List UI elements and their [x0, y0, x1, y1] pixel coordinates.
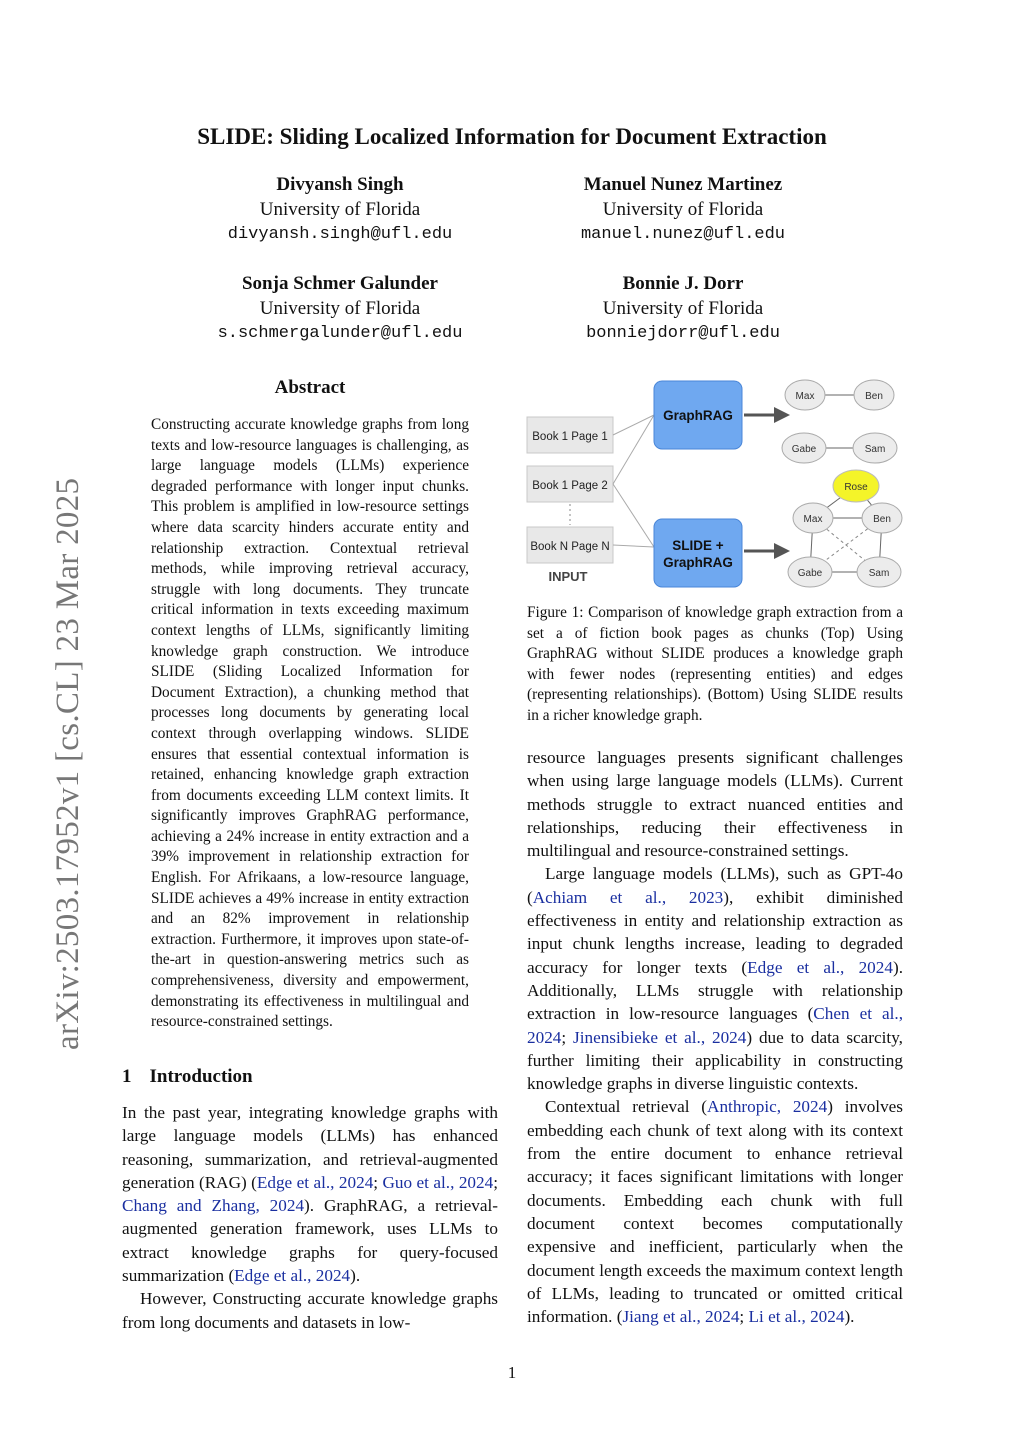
text-run: ) involves embedding each chunk of text along with its context from the entire document to enhance retrieval accuracy; it faces significant limitations with longer documents. Embedding each chunk with full document context becomes computationally expensive and inefficient, particularly when the document length exceeds the maximum context length of LLMs, leading to truncated or omitted critical information. (	[527, 1097, 903, 1327]
text-run: ;	[493, 1172, 498, 1192]
paragraph: resource languages presents significant challenges when using large language models (LLMs). Current methods struggle to extract nuanced entities and relationships, reducing their effectiveness in multilingual and resource-constrained settings.	[527, 748, 903, 861]
text-run: ). GraphRAG, a retrieval-augmented generation framework, uses LLMs to extract knowledge graphs for query-focused summarization (	[122, 1196, 498, 1286]
author-email[interactable]: s.schmergalunder@ufl.edu	[217, 324, 463, 343]
node-label: Gabe	[797, 568, 823, 579]
node-label: Max	[795, 391, 815, 402]
figure-caption: Figure 1: Comparison of knowledge graph extraction from a set a of fiction book pages as chunks (Top) Using GraphRAG without SLIDE produces a knowledge graph with fewer nodes (representing entities) and edges (representing relationships). (Bottom) Using SLIDE results in a richer knowledge graph.	[527, 604, 903, 724]
paper-title: SLIDE: Sliding Localized Information for Document Extraction	[197, 124, 827, 149]
author-affiliation: University of Florida	[259, 199, 421, 220]
paragraph	[527, 1095, 903, 1328]
node-label: Gabe	[791, 444, 817, 455]
citation-link[interactable]: Chen et al., 2024	[527, 1004, 903, 1047]
author-email[interactable]: manuel.nunez@ufl.edu	[580, 225, 786, 244]
paragraph	[122, 1101, 498, 1287]
text-run: ), exhibit diminished effectiveness in entity and relationship extraction as input chunk lengths increase, leading to degraded accuracy for longer texts (	[527, 887, 903, 977]
section-title: Introduction	[149, 1066, 253, 1087]
text-run: ;	[739, 1307, 749, 1327]
page-label: Book N Page N	[530, 541, 610, 553]
author-email[interactable]: divyansh.singh@ufl.edu	[227, 225, 453, 244]
author-block	[190, 172, 490, 247]
arxiv-identifier[interactable]: arXiv:2503.17952v1 [cs.CL] 23 Mar 2025	[50, 477, 86, 1050]
text-run: ).	[844, 1307, 855, 1327]
node-label: Sam	[868, 568, 890, 579]
arrow-head	[774, 543, 790, 559]
section-heading	[122, 1066, 271, 1088]
node-label: Ben	[873, 514, 891, 525]
connector	[613, 484, 654, 547]
text-run: ;	[561, 1027, 574, 1047]
text-run: ) due to data scarcity, further limiting their applicability in constructing knowledge graphs in diverse linguistic contexts.	[527, 1027, 903, 1094]
input-label: INPUT	[548, 569, 588, 584]
citation-link[interactable]: Edge et al., 2024	[747, 957, 893, 977]
left-column	[122, 1101, 498, 1334]
figure-1-diagram	[522, 375, 908, 590]
page-label: Book 1 Page 1	[532, 431, 608, 443]
node-label: Ben	[865, 391, 883, 402]
connector	[613, 545, 654, 547]
citation-link[interactable]: Jiang et al., 2024	[622, 1307, 740, 1327]
text-run: ).	[350, 1266, 361, 1286]
author-affiliation: University of Florida	[259, 298, 421, 319]
citation-link[interactable]: Edge et al., 2024	[256, 1172, 374, 1192]
abstract-heading: Abstract	[274, 377, 346, 398]
author-name: Manuel Nunez Martinez	[583, 174, 783, 195]
text-run: ). Additionally, LLMs struggle with relationship extraction in low-resource languages (	[527, 957, 903, 1024]
node-label: Rose	[844, 482, 868, 493]
slide-graphrag-box	[654, 519, 742, 587]
citation-link[interactable]: Edge et al., 2024	[234, 1266, 351, 1286]
page-number: 1	[507, 1363, 517, 1382]
node-label: Max	[803, 514, 823, 525]
citation-link[interactable]: Jinensibieke et al., 2024	[573, 1027, 747, 1047]
author-email[interactable]: bonniejdorr@ufl.edu	[586, 324, 780, 343]
author-name: Bonnie J. Dorr	[622, 273, 744, 294]
text-run: Contextual retrieval (	[545, 1097, 708, 1117]
citation-link[interactable]: Achiam et al., 2023	[532, 887, 724, 907]
author-affiliation: University of Florida	[602, 298, 764, 319]
right-column	[527, 746, 903, 1328]
slide-graphrag-label: SLIDE +	[672, 538, 724, 553]
node-label: Sam	[864, 444, 886, 455]
text-run: ;	[373, 1172, 383, 1192]
citation-link[interactable]: Li et al., 2024	[748, 1307, 845, 1327]
citation-link[interactable]: Anthropic, 2024	[707, 1097, 828, 1117]
author-affiliation: University of Florida	[602, 199, 764, 220]
paragraph	[527, 862, 903, 1095]
text-run: Large language models (LLMs), such as GPT-4o (	[527, 864, 903, 907]
graphrag-label: GraphRAG	[663, 408, 733, 423]
page-label: Book 1 Page 2	[532, 480, 608, 492]
author-block	[533, 271, 833, 346]
abstract-text: Constructing accurate knowledge graphs from long texts and low-resource languages is challenging, as large language models (LLMs) experience degraded performance with longer input chunks. This problem is amplified in low-resource settings where data scarcity hinders accurate entity and relationship extraction. Contextual retrieval methods, while improving retrieval accuracy, struggle with long documents. They truncate critical information in texts exceeding maximum context lengths of LLMs, significantly limiting knowledge graph construction. We introduce SLIDE (Sliding Localized Information for Document Extraction), a chunking method that processes long documents by generating local context through overlapping windows. SLIDE ensures that essential contextual information is retained, enhancing knowledge graph extraction from documents exceeding LLM context limits. It significantly improves GraphRAG performance, achieving a 24% increase in entity extraction and a 39% improvement in relationship extraction for English. For Afrikaans, a low-resource language, SLIDE achieves a 49% increase in entity extraction and an 82% improvement in relationship extraction. Furthermore, it improves upon state-of-the-art in question-answering metrics such as comprehensiveness, diversity and empowerment, demonstrating its effectiveness in multilingual and resource-constrained settings.	[151, 416, 469, 1031]
author-block	[533, 172, 833, 247]
author-block	[190, 271, 490, 346]
citation-link[interactable]: Guo et al., 2024	[382, 1172, 494, 1192]
slide-graphrag-label: GraphRAG	[663, 555, 733, 570]
arrow-head	[774, 407, 790, 423]
paragraph: However, Constructing accurate knowledge graphs from long documents and datasets in low-	[122, 1289, 498, 1332]
author-name: Sonja Schmer Galunder	[241, 273, 438, 294]
author-name: Divyansh Singh	[276, 174, 404, 195]
section-number: 1	[122, 1066, 132, 1087]
citation-link[interactable]: Chang and Zhang, 2024	[122, 1196, 305, 1216]
text-run: In the past year, integrating knowledge graphs with large language models (LLMs) has enhanced reasoning, summarization, and retrieval-augmented generation (RAG) (	[122, 1103, 498, 1192]
